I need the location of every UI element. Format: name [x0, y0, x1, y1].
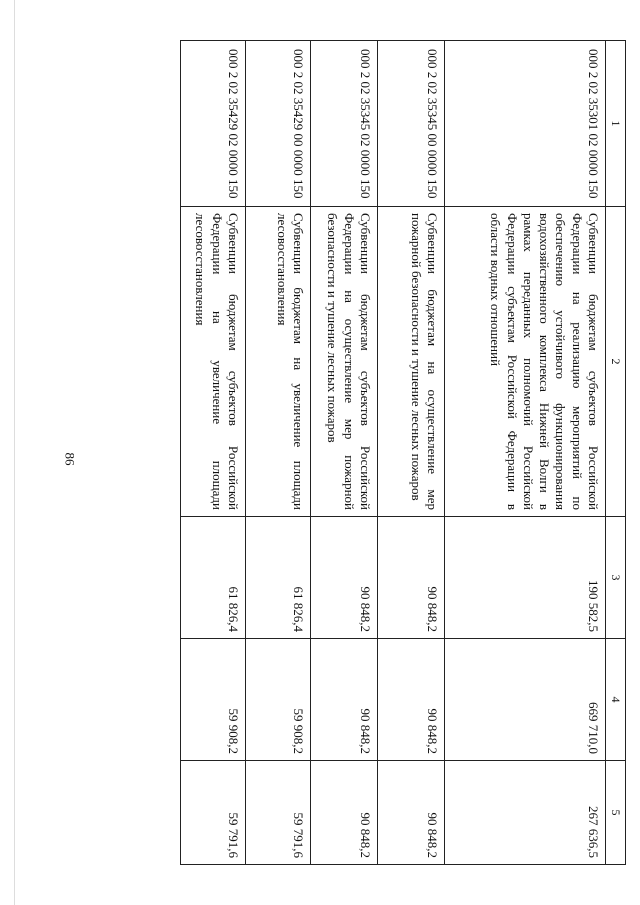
value-col-3: 61 826,4	[181, 517, 246, 639]
item-name: Субвенции бюджетам на увеличение площади лесовосстановления	[246, 207, 311, 517]
header-col-3: 3	[606, 517, 626, 639]
budget-code: 000 2 02 35345 00 0000 150	[378, 41, 445, 207]
rotated-table-container	[94, 40, 626, 864]
item-name: Субвенции бюджетам на осуществление мер пожарной безопасности и тушение лесных пожаров	[378, 207, 445, 517]
header-row	[606, 41, 626, 865]
value-col-5: 59 791,6	[181, 761, 246, 865]
value-col-5: 267 636,5	[445, 761, 606, 865]
item-name: Субвенции бюджетам субъектов Российской Федерации на увеличение площади лесовосстановления	[181, 207, 246, 517]
header-col-2: 2	[606, 207, 626, 517]
budget-code: 000 2 02 35345 02 0000 150	[311, 41, 378, 207]
table-row	[445, 41, 606, 865]
budget-code: 000 2 02 35429 02 0000 150	[181, 41, 246, 207]
value-col-3: 190 582,5	[445, 517, 606, 639]
value-col-5: 90 848,2	[378, 761, 445, 865]
value-col-5: 59 791,6	[246, 761, 311, 865]
header-col-4: 4	[606, 639, 626, 761]
budget-code: 000 2 02 35429 00 0000 150	[246, 41, 311, 207]
table-row	[181, 41, 246, 865]
value-col-4: 90 848,2	[311, 639, 378, 761]
value-col-3: 90 848,2	[311, 517, 378, 639]
table-row	[378, 41, 445, 865]
table-row	[246, 41, 311, 865]
item-name: Субвенции бюджетам субъектов Российской Федерации на осуществление мер пожарной безопасности и тушение лесных пожаров	[311, 207, 378, 517]
value-col-4: 59 908,2	[246, 639, 311, 761]
scan-edge	[14, 0, 15, 905]
value-col-4: 59 908,2	[181, 639, 246, 761]
value-col-4: 669 710,0	[445, 639, 606, 761]
budget-table	[180, 40, 626, 865]
item-name: Субвенции бюджетам субъектов Российской Федерации на реализацию мероприятий по обеспечению устойчивого функционирования водохозяйственного комплекса Нижней Волги в рамках переданных полномочий Российской Федерации субъектам Российской Федерации в области водных отношений	[445, 207, 606, 517]
page-number: 86	[62, 452, 78, 466]
value-col-3: 61 826,4	[246, 517, 311, 639]
value-col-5: 90 848,2	[311, 761, 378, 865]
header-col-1: 1	[606, 41, 626, 207]
header-col-5: 5	[606, 761, 626, 865]
table-row	[311, 41, 378, 865]
value-col-3: 90 848,2	[378, 517, 445, 639]
budget-code: 000 2 02 35301 02 0000 150	[445, 41, 606, 207]
value-col-4: 90 848,2	[378, 639, 445, 761]
